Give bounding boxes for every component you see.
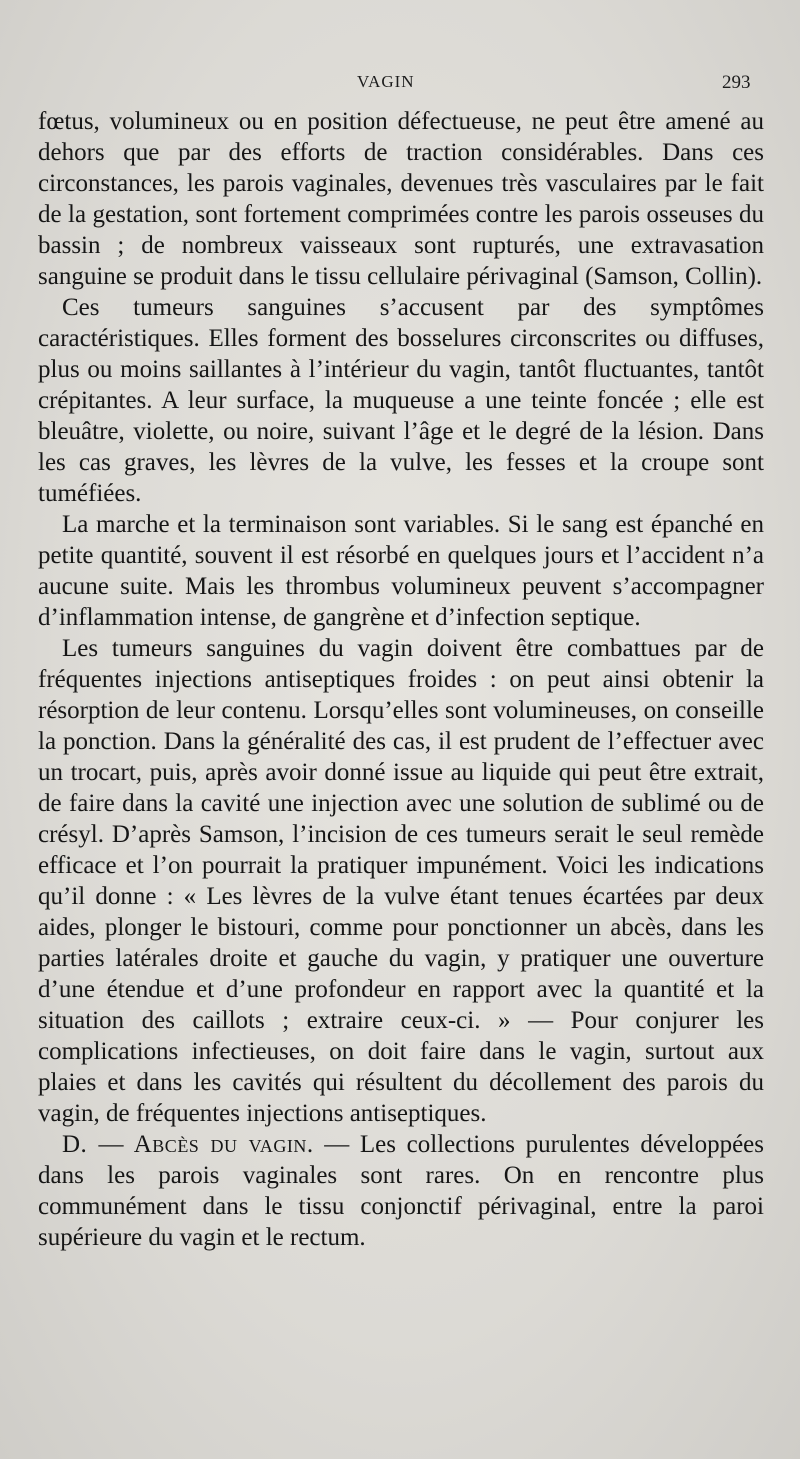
running-header bbox=[0, 72, 800, 102]
page-number: 293 bbox=[722, 72, 751, 93]
paragraph-symptoms: Ces tumeurs sanguines s’accusent par des symptômes caractéristiques. Elles forment des bosselures circonscrites ou diffuses, plus ou moins saillantes à l’intérieur du vagin, tantôt fluctuantes, tantôt crépitantes. A leur surface, la muqueuse a une teinte foncée ; elle est bleuâtre, violette, ou noire, suivant l’âge et le degré de la lésion. Dans les cas graves, les lèvres de la vulve, les fesses et la croupe sont tuméfiées. bbox=[38, 294, 764, 507]
paragraph-abscess bbox=[38, 1129, 764, 1253]
body-text bbox=[38, 106, 764, 1253]
section-abscess-text: — Les collections purulentes développées dans les parois vaginales sont rares. On en rencontre plus communément dans le tissu conjonctif périvaginal, entre la paroi supérieure du vagin et le rectum. bbox=[38, 1131, 764, 1251]
paragraph-treatment: Les tumeurs sanguines du vagin doivent être combattues par de fréquentes injections antiseptiques froides : on peut ainsi obtenir la résorption de leur contenu. Lorsqu’elles sont volumineuses, on conseille la ponction. Dans la généralité des cas, il est prudent de l’effectuer avec un trocart, puis, après avoir donné issue au liquide qui peut être extrait, de faire dans la cavité une injection avec une solution de sublimé ou de crésyl. D’après Samson, l’incision de ces tumeurs serait le seul remède efficace et l’on pourrait la pratiquer impunément. Voici les indications qu’il donne : « Les lèvres de la vulve étant tenues écartées par deux aides, plonger le bistouri, comme pour ponctionner un abcès, dans les parties latérales droite et gauche du vagin, y pratiquer une ouverture d’une étendue et d’une profondeur en rapport avec la quantité et la situation des caillots ; extraire ceux-ci. » — Pour conjurer les complications infectieuses, on doit faire dans le vagin, surtout aux plaies et dans les cavités qui résultent du décollement des parois du vagin, de fréquentes injections antiseptiques. bbox=[38, 635, 764, 1127]
paragraph-continuation: fœtus, volumineux ou en position défectueuse, ne peut être amené au dehors que par des efforts de traction considérables. Dans ces circonstances, les parois vaginales, devenues très vasculaires par le fait de la gestation, sont fortement comprimées contre les parois osseuses du bassin ; de nombreux vaisseaux sont rupturés, une extravasation sanguine se produit dans le tissu cellulaire périvaginal (Samson, Collin). bbox=[38, 108, 764, 290]
section-heading-abscess: D. — Abcès du vagin. bbox=[62, 1131, 314, 1158]
paragraph-course: La marche et la terminaison sont variables. Si le sang est épanché en petite quantité, souvent il est résorbé en quelques jours et l’accident n’a aucune suite. Mais les thrombus volumineux peuvent s’accompagner d’inflammation intense, de gangrène et d’infection septique. bbox=[38, 511, 764, 631]
running-title: VAGIN bbox=[357, 72, 415, 91]
